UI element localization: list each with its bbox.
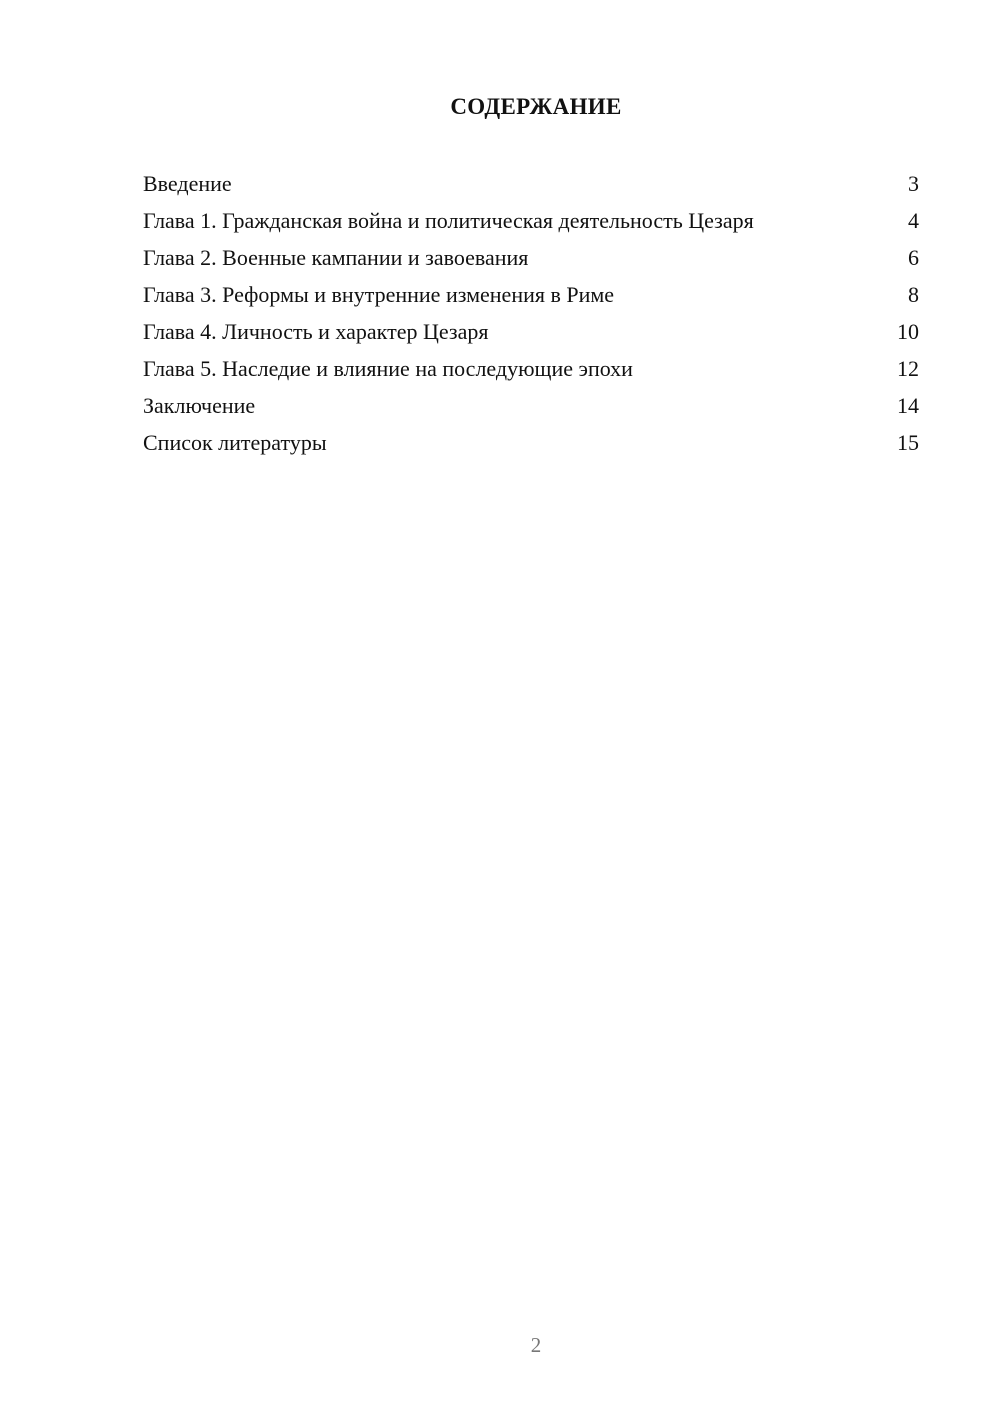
toc-entry-chapter-3 [143, 281, 919, 309]
toc-entry-page: 14 [897, 393, 919, 418]
toc-entry-page: 10 [897, 319, 919, 344]
toc-entry-page: 15 [897, 430, 919, 455]
toc-entry-page: 4 [908, 208, 919, 233]
toc-entry-chapter-4 [143, 318, 919, 346]
toc-entry-conclusion [143, 392, 919, 420]
toc-entry-page: 12 [897, 356, 919, 381]
toc-entry-label: Глава 1. Гражданская война и политическая деятельность Цезаря [143, 208, 754, 233]
table-of-contents [143, 170, 919, 466]
toc-entry-chapter-5 [143, 355, 919, 383]
page-number: 2 [530, 1333, 542, 1357]
toc-entry-chapter-1 [143, 207, 919, 235]
toc-entry-introduction [143, 170, 919, 198]
toc-entry-chapter-2 [143, 244, 919, 272]
toc-entry-page: 3 [908, 171, 919, 196]
toc-entry-label: Глава 3. Реформы и внутренние изменения в Риме [143, 282, 615, 307]
toc-entry-label: Введение [143, 171, 232, 196]
toc-entry-page: 6 [908, 245, 919, 270]
toc-entry-label: Глава 5. Наследие и влияние на последующие эпохи [143, 356, 633, 381]
toc-title: СОДЕРЖАНИЕ [450, 94, 622, 119]
toc-entry-page: 8 [908, 282, 919, 307]
toc-entry-label: Глава 4. Личность и характер Цезаря [143, 319, 489, 344]
toc-entry-label: Заключение [143, 393, 256, 418]
toc-entry-label: Глава 2. Военные кампании и завоевания [143, 245, 529, 270]
toc-entry-bibliography [143, 429, 919, 457]
toc-entry-label: Список литературы [143, 430, 327, 455]
